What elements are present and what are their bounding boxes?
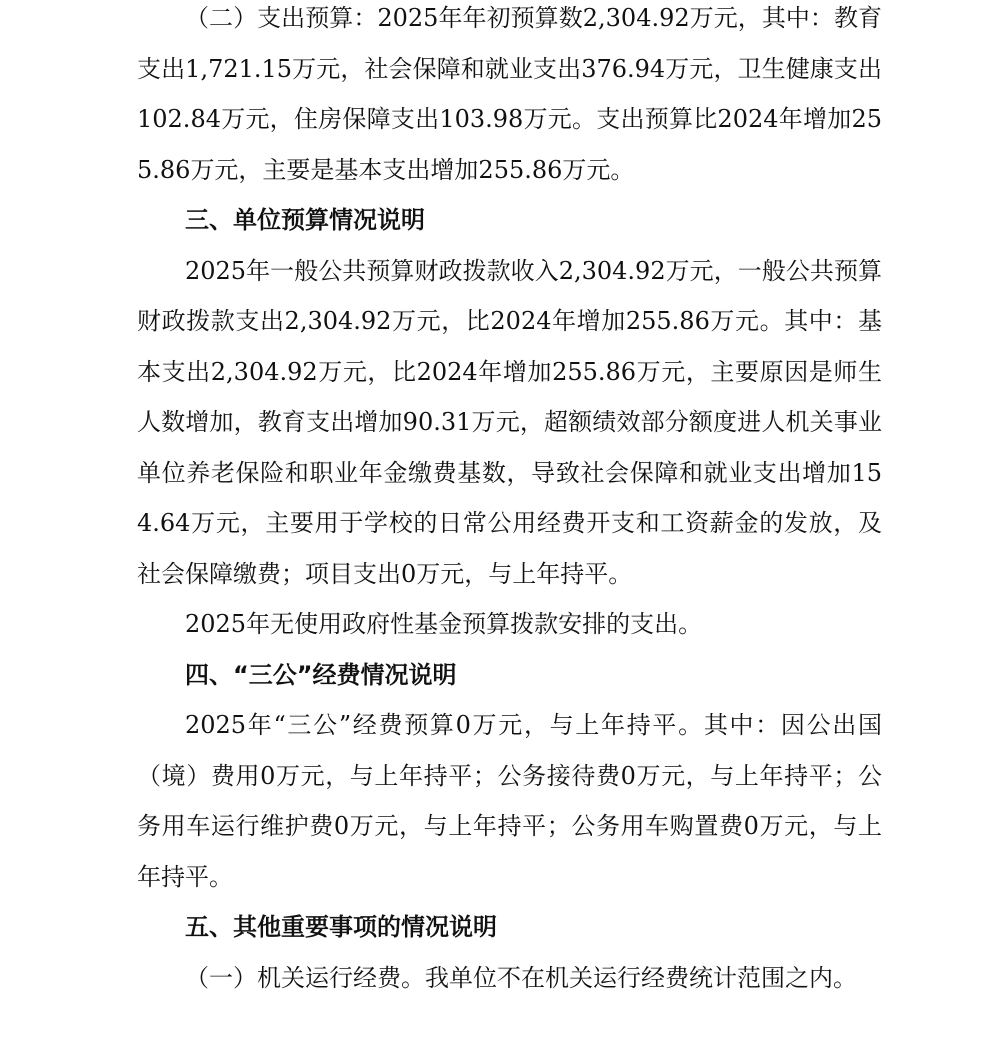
document-page — [137, 0, 882, 1043]
three-public-expenses-paragraph: 2025年“三公”经费预算0万元，与上年持平。其中：因公出国（境）费用0万元，与上年持平；公务接待费0万元，与上年持平；公务用车运行维护费0万元，与上年持平；公务用车购置费0万元，与上年持平。 — [137, 711, 882, 891]
section-heading-unit-budget: 三、单位预算情况说明 — [185, 206, 425, 234]
operating-expenses-paragraph: （一）机关运行经费。我单位不在机关运行经费统计范围之内。 — [185, 963, 857, 992]
unit-budget-paragraph: 2025年一般公共预算财政拨款收入2,304.92万元，一般公共预算财政拨款支出2,304.92万元，比2024年增加255.86万元。其中：基本支出2,304.92万元，比2024年增加255.86万元，主要原因是师生人数增加，教育支出增加90.31万元，超额绩效部分额度进人机关事业单位养老保险和职业年金缴费基数，导致社会保障和就业支出增加154.64万元，主要用于学校的日常公用经费开支和工资薪金的发放，及社会保障缴费；项目支出0万元，与上年持平。 — [137, 256, 882, 588]
section-heading-three-public-expenses: 四、“三公”经费情况说明 — [185, 660, 457, 689]
government-fund-paragraph: 2025年无使用政府性基金预算拨款安排的支出。 — [185, 610, 703, 638]
expenditure-budget-paragraph: （二）支出预算：2025年年初预算数2,304.92万元，其中：教育支出1,721.15万元，社会保障和就业支出376.94万元，卫生健康支出102.84万元，住房保障支出103.98万元。支出预算比2024年增加255.86万元，主要是基本支出增加255.86万元。 — [137, 4, 882, 184]
section-heading-other-matters: 五、其他重要事项的情况说明 — [185, 913, 497, 941]
